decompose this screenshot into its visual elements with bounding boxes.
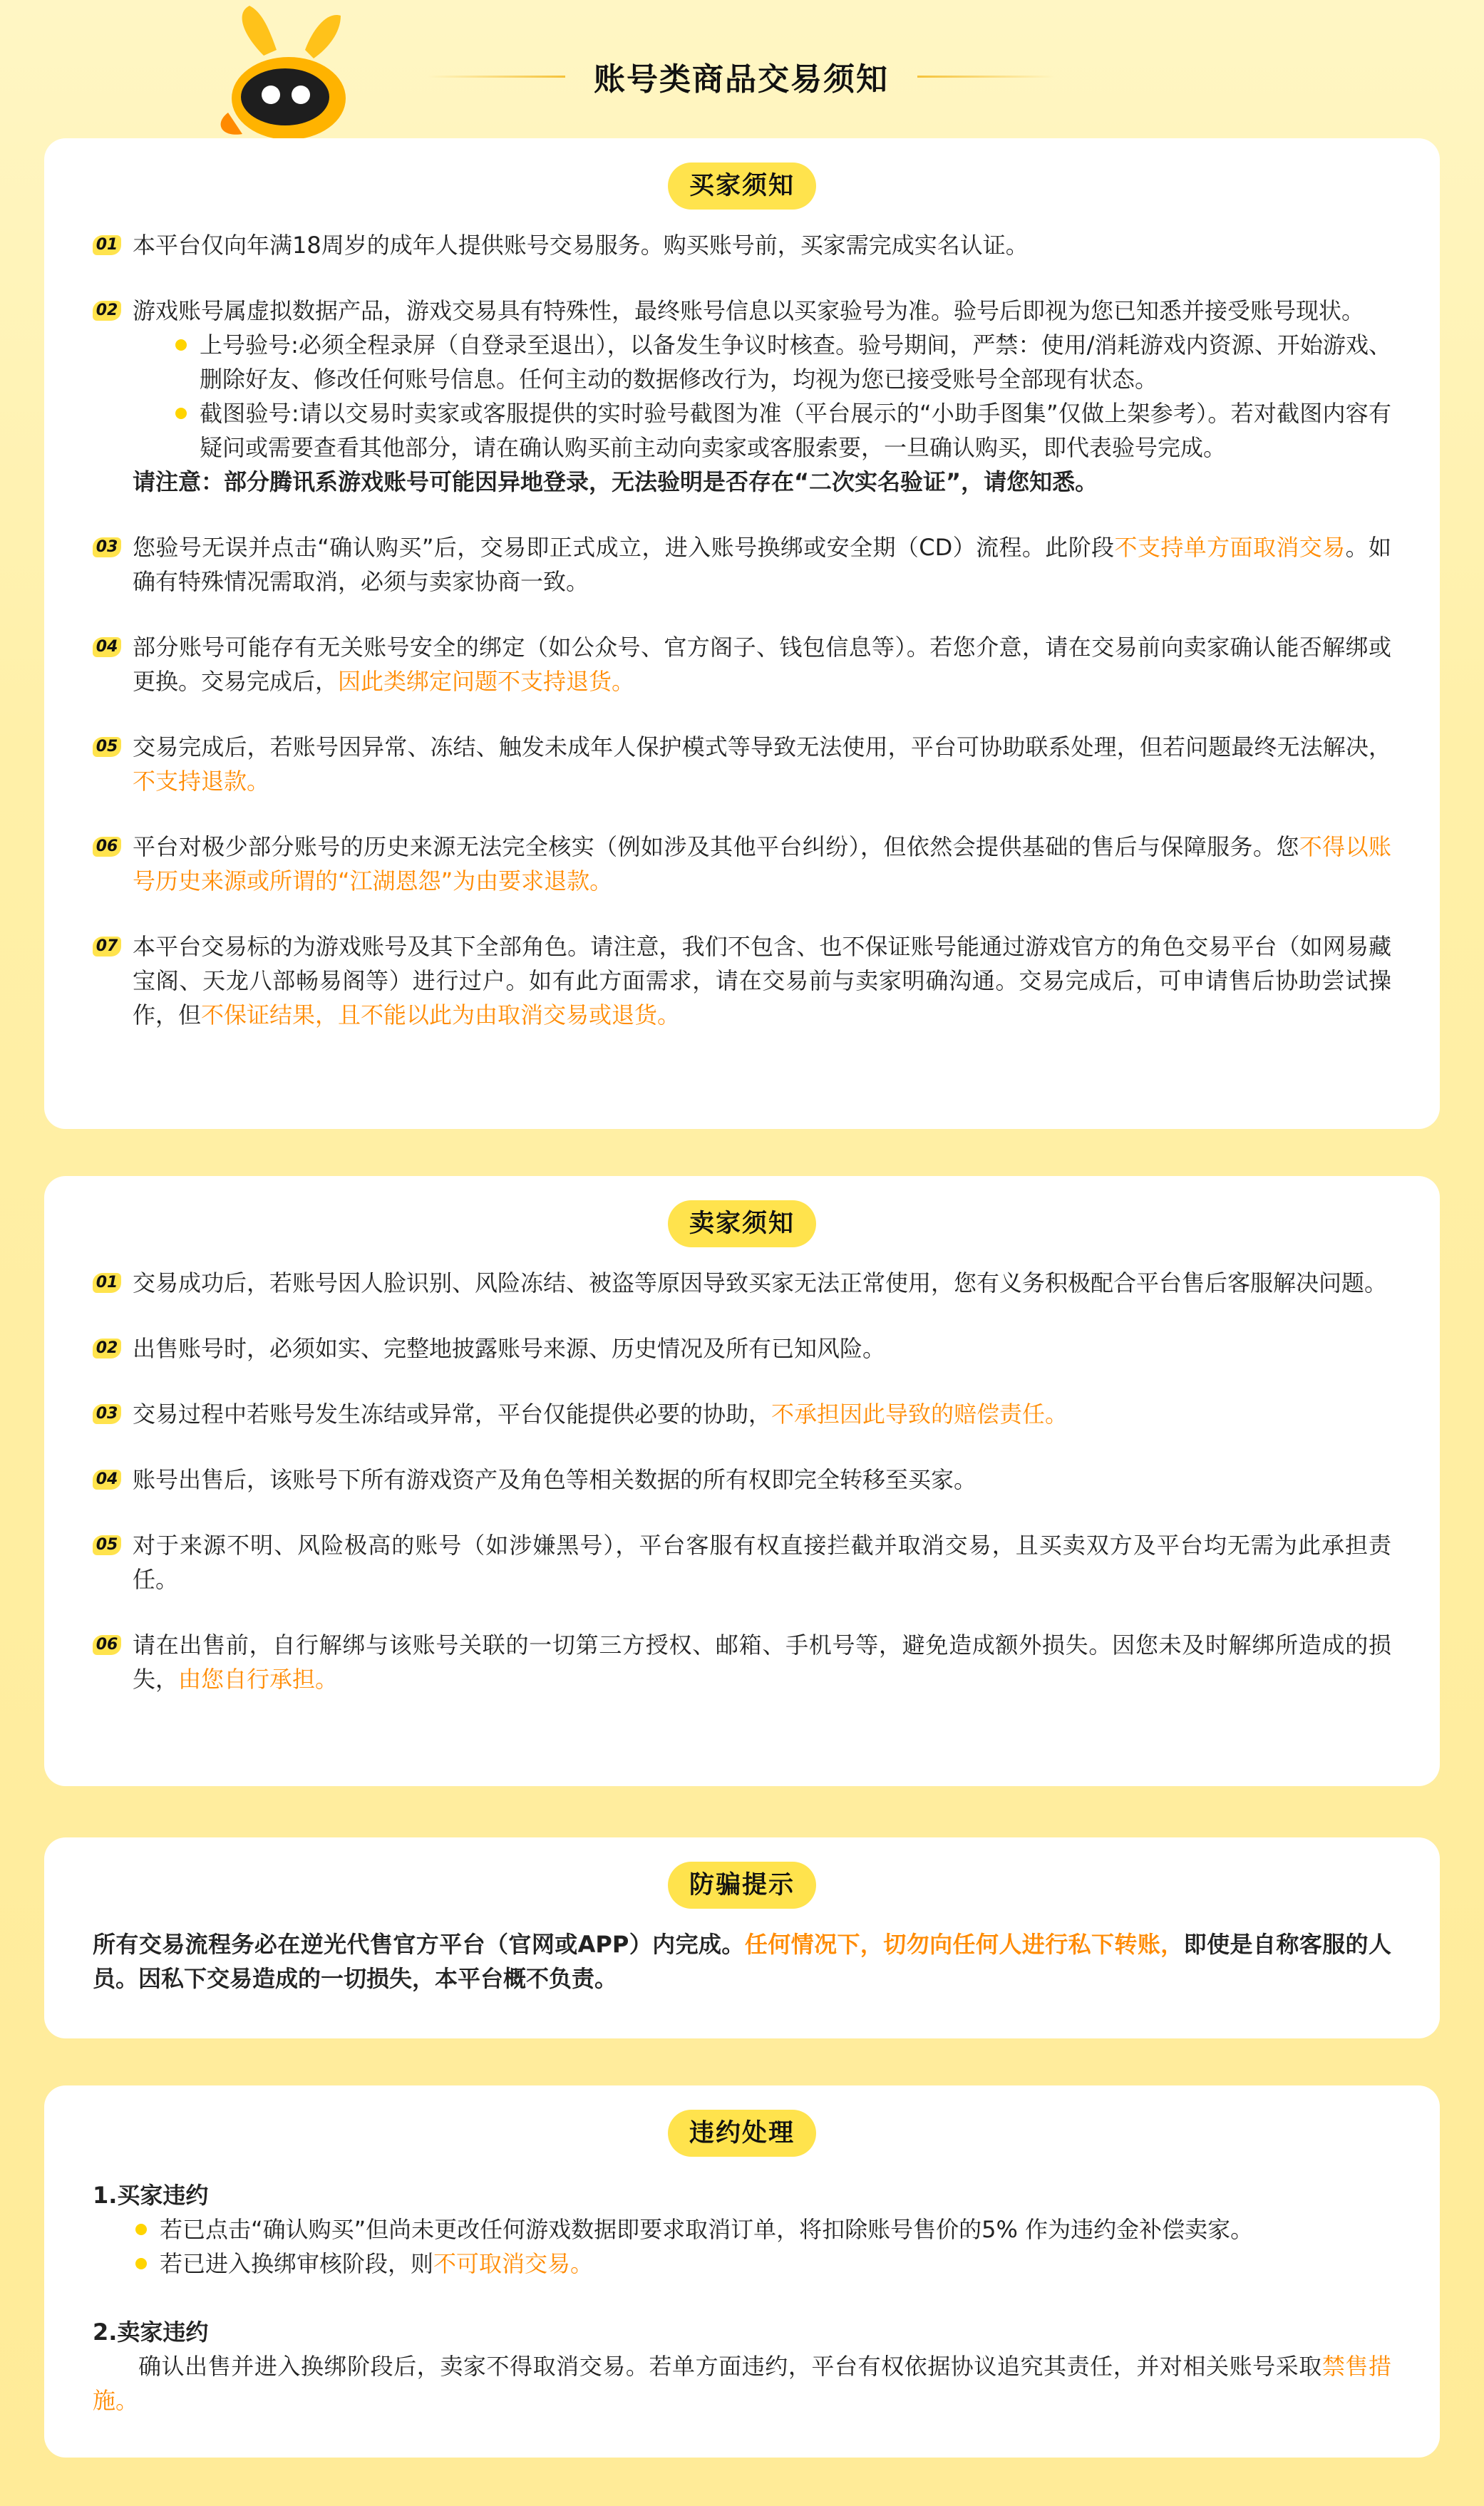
sub-item-text: 截图验号:请以交易时卖家或客服提供的实时验号截图为准（平台展示的“小助手图集”仅做上架参考）。若对截图内容有疑问或需要查看其他部分，请在确认购买前主动向卖家或客服索要，一旦确认购买，即代表验号完成。 [200,400,1391,461]
item-number-badge: 03 [93,1404,121,1424]
buyer-violation-heading: 1.买家违约 [93,2182,209,2209]
highlight-text: 不承担因此导致的赔偿责任。 [771,1401,1068,1428]
highlight-text: 不可取消交易。 [433,2250,594,2277]
seller-violation-text: 确认出售并进入换绑阶段后，卖家不得取消交易。若单方面违约，平台有权依据协议追究其责任，并对相关账号采取禁售措施。 [93,2353,1391,2414]
item-text: 请在出售前，自行解绑与该账号关联的一切第三方授权、邮箱、手机号等，避免造成额外损失。因您未及时解绑所造成的损失，由您自行承担。 [133,1631,1391,1693]
seller-violation-heading: 2.卖家违约 [93,2319,209,2346]
sub-item-text: 上号验号:必须全程录屏（自登录至退出），以备发生争议时核查。验号期间，严禁：使用/消耗游戏内资源、开始游戏、删除好友、修改任何账号信息。任何主动的数据修改行为，均视为您已接受账号全部现有状态。 [200,331,1391,393]
list-item [93,294,1391,499]
item-text: 交易成功后，若账号因人脸识别、风险冻结、被盗等原因导致买家无法正常使用，您有义务积极配合平台售后客服解决问题。 [133,1269,1388,1296]
highlight-text: 禁售措施。 [93,2353,1391,2414]
highlight-text: 因此类绑定问题不支持退货。 [338,668,635,695]
list-item [93,530,1391,599]
buyer-notice-title: 买家须知 [668,163,816,210]
item-text: 平台对极少部分账号的历史来源无法完全核实（例如涉及其他平台纠纷），但依然会提供基础的售后与保障服务。您不得以账号历史来源或所谓的“江湖恩怨”为由要求退款。 [133,833,1391,894]
anti-fraud-title: 防骗提示 [668,1862,816,1909]
violation-title: 违约处理 [668,2110,816,2157]
bullet-dot-icon [175,339,187,351]
violation-card [44,2085,1440,2458]
list-item [93,730,1391,798]
item-text: 本平台交易标的为游戏账号及其下全部角色。请注意，我们不包含、也不保证账号能通过游戏官方的角色交易平台（如网易藏宝阁、天龙八部畅易阁等）进行过户。如有此方面需求，请在交易前与卖家明确沟通。交易完成后，可申请售后协助尝试操作，但不保证结果，且不能以此为由取消交易或退货。 [133,933,1391,1028]
list-item [93,929,1391,1032]
list-item [93,1331,1391,1366]
buyer-notice-card [44,138,1440,1129]
bullet-dot-icon [135,2258,147,2269]
item-number-badge: 04 [93,1470,121,1490]
item-number-badge: 04 [93,637,121,657]
list-item [93,830,1391,898]
page-header [0,0,1484,135]
item-text: 部分账号可能存有无关账号安全的绑定（如公众号、官方阁子、钱包信息等）。若您介意，请在交易前向卖家确认能否解绑或更换。交易完成后，因此类绑定问题不支持退货。 [133,634,1391,695]
item-number-badge: 05 [93,1535,121,1555]
highlight-text: 由您自行承担。 [178,1666,339,1693]
page-title-wrap [428,44,1055,108]
title-decoration-right [917,76,1055,78]
sub-item [135,2212,1391,2247]
item-text: 您验号无误并点击“确认购买”后，交易即正式成立，进入账号换绑或安全期（CD）流程。此阶段不支持单方面取消交易。如确有特殊情况需取消，必须与卖家协商一致。 [133,534,1391,595]
item-number-badge: 06 [93,837,121,857]
bullet-dot-icon [175,408,187,419]
sub-item-text: 若已点击“确认购买”但尚未更改任何游戏数据即要求取消订单，将扣除账号售价的5% 作为违约金补偿卖家。 [160,2216,1254,2243]
item-text: 交易过程中若账号发生冻结或异常，平台仅能提供必要的协助，不承担因此导致的赔偿责任。 [133,1401,1068,1428]
list-item [93,1463,1391,1497]
list-item [93,1628,1391,1696]
item-text: 交易完成后，若账号因异常、冻结、触发未成年人保护模式等导致无法使用，平台可协助联系处理，但若问题最终无法解决，不支持退款。 [133,733,1391,795]
list-item [93,1266,1391,1300]
item-text: 账号出售后，该账号下所有游戏资产及角色等相关数据的所有权即完全转移至买家。 [133,1466,977,1493]
item-number-badge: 01 [93,235,121,255]
bullet-dot-icon [135,2224,147,2235]
item-number-badge: 07 [93,937,121,956]
item-text: 对于来源不明、风险极高的账号（如涉嫌黑号），平台客服有权直接拦截并取消交易，且买卖双方及平台均无需为此承担责任。 [133,1532,1391,1593]
item-text: 游戏账号属虚拟数据产品，游戏交易具有特殊性，最终账号信息以买家验号为准。验号后即视为您已知悉并接受账号现状。 [133,297,1365,324]
item-note: 请注意：部分腾讯系游戏账号可能因异地登录，无法验明是否存在“二次实名验证”，请您知悉。 [133,468,1098,495]
item-number-badge: 06 [93,1635,121,1655]
seller-notice-title: 卖家须知 [668,1200,816,1247]
mascot-icon [214,6,364,141]
page-title: 账号类商品交易须知 [594,61,889,98]
list-item [93,630,1391,698]
anti-fraud-text: 所有交易流程务必在逆光代售官方平台（官网或APP）内完成。任何情况下，切勿向任何人进行私下转账，即使是自称客服的人员。因私下交易造成的一切损失，本平台概不负责。 [93,1931,1391,1992]
highlight-text: 不得以账号历史来源或所谓的“江湖恩怨”为由要求退款。 [133,833,1391,894]
item-number-badge: 02 [93,301,121,321]
anti-fraud-card [44,1837,1440,2038]
sub-item [135,2247,1391,2281]
item-text: 出售账号时，必须如实、完整地披露账号来源、历史情况及所有已知风险。 [133,1335,886,1362]
seller-notice-card [44,1176,1440,1786]
highlight-text: 任何情况下，切勿向任何人进行私下转账， [744,1931,1184,1958]
item-number-badge: 03 [93,537,121,557]
sub-item [175,328,1391,396]
item-number-badge: 01 [93,1273,121,1293]
list-item [93,1397,1391,1431]
item-number-badge: 02 [93,1339,121,1358]
sub-item [175,396,1391,465]
item-number-badge: 05 [93,737,121,757]
list-item [93,1528,1391,1597]
item-text: 本平台仅向年满18周岁的成年人提供账号交易服务。购买账号前，买家需完成实名认证。 [133,232,1029,259]
highlight-text: 不保证结果，且不能以此为由取消交易或退货。 [201,1001,681,1028]
highlight-text: 不支持单方面取消交易 [1114,534,1346,561]
sub-item-text: 若已进入换绑审核阶段，则不可取消交易。 [160,2250,594,2277]
highlight-text: 不支持退款。 [133,768,270,795]
list-item [93,228,1391,262]
title-decoration-left [428,76,565,78]
